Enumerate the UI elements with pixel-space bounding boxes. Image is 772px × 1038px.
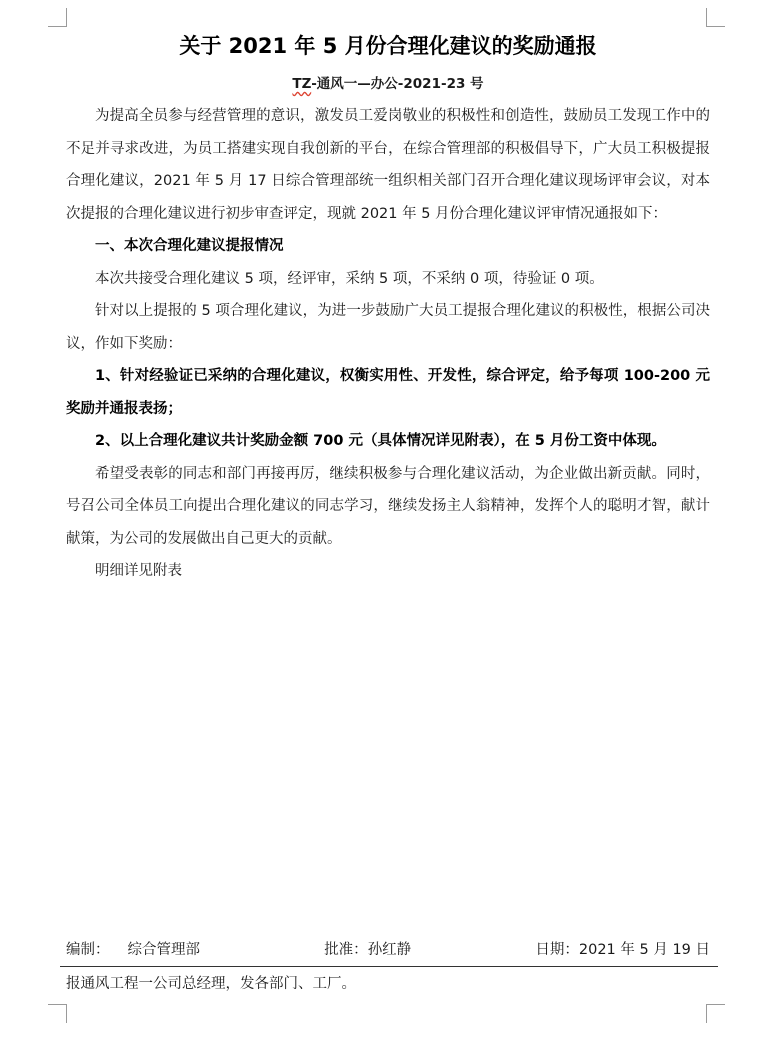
editor-value: 综合管理部 xyxy=(127,942,200,958)
attachment-note: 明细详见附表 xyxy=(95,563,182,579)
crop-mark-top-right xyxy=(706,8,725,27)
date-label: 日期： xyxy=(535,942,579,958)
reward-item-2: 2、以上合理化建议共计奖励金额 700 元（具体情况详见附表），在 5 月份工资中体现。 xyxy=(95,433,666,449)
document-footer xyxy=(66,938,710,959)
crop-mark-top-left xyxy=(48,8,67,27)
reward-item-1: 1、针对经验证已采纳的合理化建议，权衡实用性、开发性，综合评定，给予每项 100-200 元奖励并通报表扬； xyxy=(66,368,710,417)
approver-field xyxy=(324,938,411,959)
document-body xyxy=(66,100,710,588)
document-title: 关于 2021 年 5 月份合理化建议的奖励通报 xyxy=(179,34,597,58)
editor-label: 编制： xyxy=(66,942,110,958)
section-heading: 一、本次合理化建议提报情况 xyxy=(95,238,284,254)
crop-mark-bottom-right xyxy=(706,1004,725,1023)
document-number-rest: -通风一—办公-2021-23 号 xyxy=(311,76,484,92)
distribution-line: 报通风工程一公司总经理，发各部门、工厂。 xyxy=(66,976,356,992)
reward-intro-paragraph: 针对以上提报的 5 项合理化建议，为进一步鼓励广大员工提报合理化建议的积极性，根据公司决议，作如下奖励： xyxy=(66,303,710,352)
date-value: 2021 年 5 月 19 日 xyxy=(578,942,710,958)
document-number xyxy=(66,72,710,92)
footer-divider xyxy=(60,966,718,967)
summary-paragraph: 本次共接受合理化建议 5 项，经评审，采纳 5 项，不采纳 0 项，待验证 0 项。 xyxy=(95,270,604,287)
document-number-prefix: TZ xyxy=(292,76,312,92)
crop-mark-bottom-left xyxy=(48,1004,67,1023)
intro-paragraph: 为提高全员参与经营管理的意识，激发员工爱岗敬业的积极性和创造性，鼓励员工发现工作中的不足并寻求改进，为员工搭建实现自我创新的平台，在综合管理部的积极倡导下，广大员工积极提报合理化建议，2021 年 5 月 17 日综合管理部统一组织相关部门召开合理化建议现场评审会议，对本次提报的合理化建议进行初步审查评定，现就 2021 年 5 月份合理化建议评审情况通报如下： xyxy=(66,108,710,222)
date-field xyxy=(535,938,710,959)
approver-value: 孙红静 xyxy=(367,942,412,958)
approver-label: 批准： xyxy=(324,942,368,958)
closing-paragraph: 希望受表彰的同志和部门再接再厉，继续积极参与合理化建议活动，为企业做出新贡献。同时，号召公司全体员工向提出合理化建议的同志学习，继续发扬主人翁精神，发挥个人的聪明才智，献计献策，为公司的发展做出自己更大的贡献。 xyxy=(66,465,710,547)
editor-field xyxy=(66,938,200,959)
